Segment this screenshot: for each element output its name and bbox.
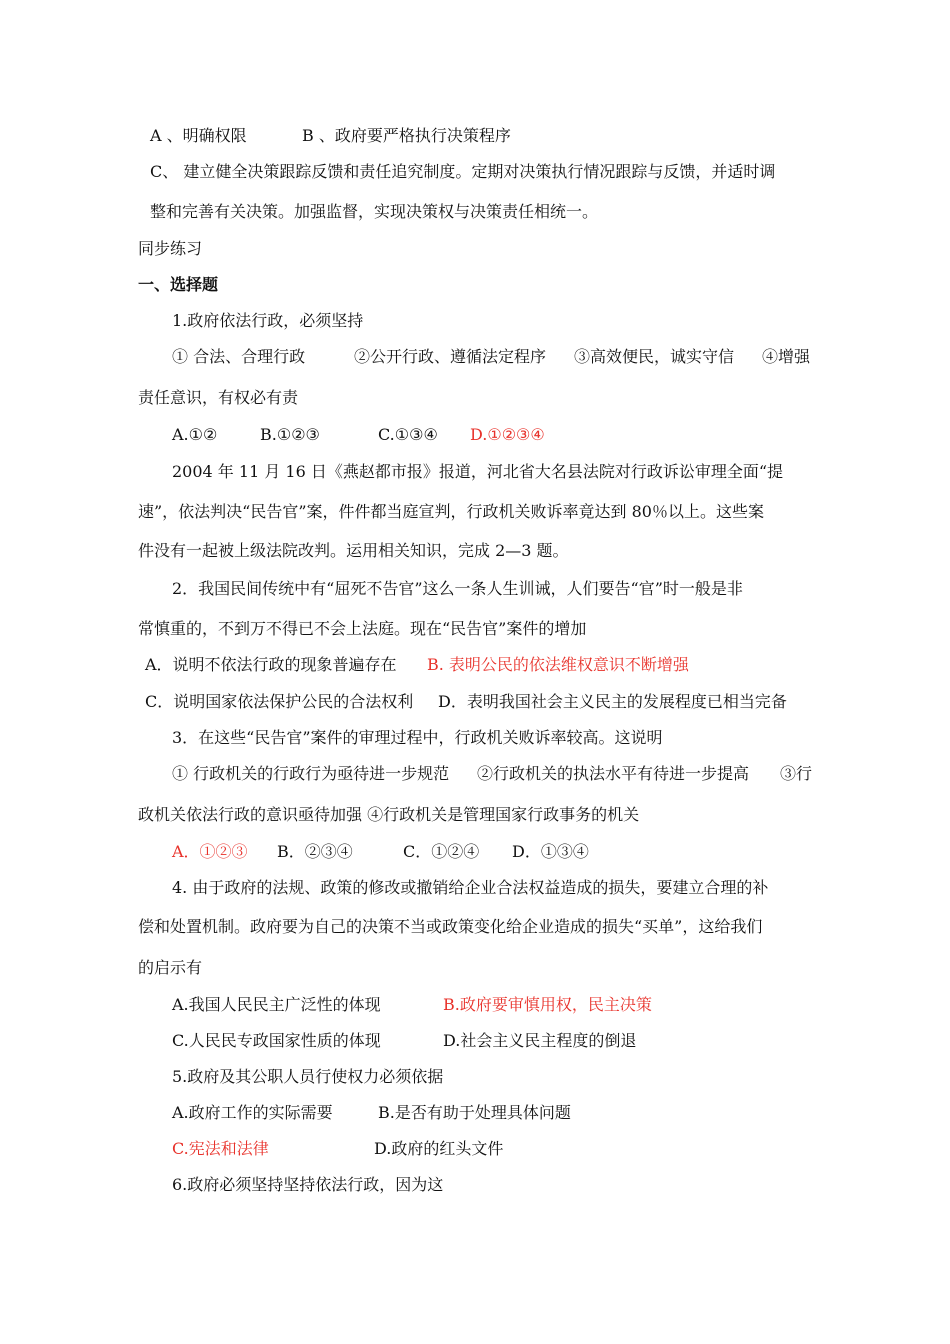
q4-stem-line1: 4. 由于政府的法规、政策的修改或撤销给企业合法权益造成的损失，要建立合理的补 [172, 878, 769, 897]
q4-choice-a: A.我国人民民主广泛性的体现 [172, 995, 381, 1014]
q4-stem-line3: 的启示有 [138, 958, 203, 977]
q3-choice-b: B．②③④ [277, 842, 353, 861]
q2-stem-line1: 2．我国民间传统中有“屈死不告官”这么一条人生训诫，人们要告“官”时一般是非 [172, 579, 743, 598]
part-title: 一、选择题 [138, 275, 219, 294]
q4-choice-b-answer: B.政府要审慎用权，民主决策 [443, 995, 652, 1014]
q3-option-2: ②行政机关的执法水平有待进一步提高 [477, 764, 750, 783]
q4-choice-d: D.社会主义民主程度的倒退 [443, 1031, 637, 1050]
q3-option-3: ③行 [780, 764, 813, 783]
q1-stem: 1.政府依法行政，必须坚持 [172, 311, 364, 330]
q5-choice-c-answer: C.宪法和法律 [172, 1139, 269, 1158]
q1-option-1: ① 合法、合理行政 [172, 347, 306, 366]
prev-option-a: A 、明确权限 [150, 126, 247, 145]
q1-choice-c: C.①③④ [378, 425, 438, 444]
q3-option-1: ① 行政机关的行政行为亟待进一步规范 [172, 764, 450, 783]
section-title: 同步练习 [138, 239, 203, 258]
prev-option-c-line1: C、 建立健全决策跟踪反馈和责任追究制度。定期对决策执行情况跟踪与反馈，并适时调 [150, 162, 776, 181]
q1-option-3: ③高效便民，诚实守信 [574, 347, 735, 366]
material-line2: 速”，依法判决“民告官”案，件件都当庭宣判，行政机关败诉率竟达到 80％以上。这些案 [138, 502, 764, 521]
material-line1: 2004 年 11 月 16 日《燕赵都市报》报道，河北省大名县法院对行政诉讼审理全面“提 [172, 462, 784, 481]
q1-choice-a: A.①② [172, 425, 218, 444]
q3-stem: 3．在这些“民告官”案件的审理过程中，行政机关败诉率较高。这说明 [172, 728, 663, 747]
prev-option-c-line2: 整和完善有关决策。加强监督，实现决策权与决策责任相统一。 [150, 202, 599, 221]
q1-choice-b: B.①②③ [260, 425, 320, 444]
q3-choice-d: D．①③④ [512, 842, 589, 861]
q1-option-2: ②公开行政、遵循法定程序 [354, 347, 547, 366]
q5-stem: 5.政府及其公职人员行使权力必须依据 [172, 1067, 444, 1086]
q6-stem: 6.政府必须坚持坚持依法行政，因为这 [172, 1175, 444, 1194]
q3-option-cont: 政机关依法行政的意识亟待加强 ④行政机关是管理国家行政事务的机关 [138, 805, 640, 824]
prev-option-b: B 、政府要严格执行决策程序 [302, 126, 511, 145]
q5-choice-b: B.是否有助于处理具体问题 [378, 1103, 571, 1122]
q3-choice-c: C．①②④ [403, 842, 480, 861]
q5-choice-a: A.政府工作的实际需要 [172, 1103, 333, 1122]
q4-choice-c: C.人民民专政国家性质的体现 [172, 1031, 381, 1050]
q3-choice-a-answer: A．①②③ [172, 842, 248, 861]
q1-choice-d-answer: D.①②③④ [470, 425, 545, 444]
material-line3: 件没有一起被上级法院改判。运用相关知识，完成 2—3 题。 [138, 541, 569, 560]
q4-stem-line2: 偿和处置机制。政府要为自己的决策不当或政策变化给企业造成的损失“买单”，这给我们 [138, 917, 763, 936]
q2-choice-d: D．表明我国社会主义民主的发展程度已相当完备 [438, 692, 787, 711]
q2-stem-line2: 常慎重的，不到万不得已不会上法庭。现在“民告官”案件的增加 [138, 619, 587, 638]
q2-choice-b-answer: B. 表明公民的依法维权意识不断增强 [427, 655, 689, 674]
q2-choice-a: A．说明不依法行政的现象普遍存在 [145, 655, 397, 674]
q1-option-4-cont: 责任意识，有权必有责 [138, 388, 299, 407]
q5-choice-d: D.政府的红头文件 [374, 1139, 504, 1158]
q1-option-4: ④增强 [762, 347, 811, 366]
q2-choice-c: C．说明国家依法保护公民的合法权利 [145, 692, 414, 711]
